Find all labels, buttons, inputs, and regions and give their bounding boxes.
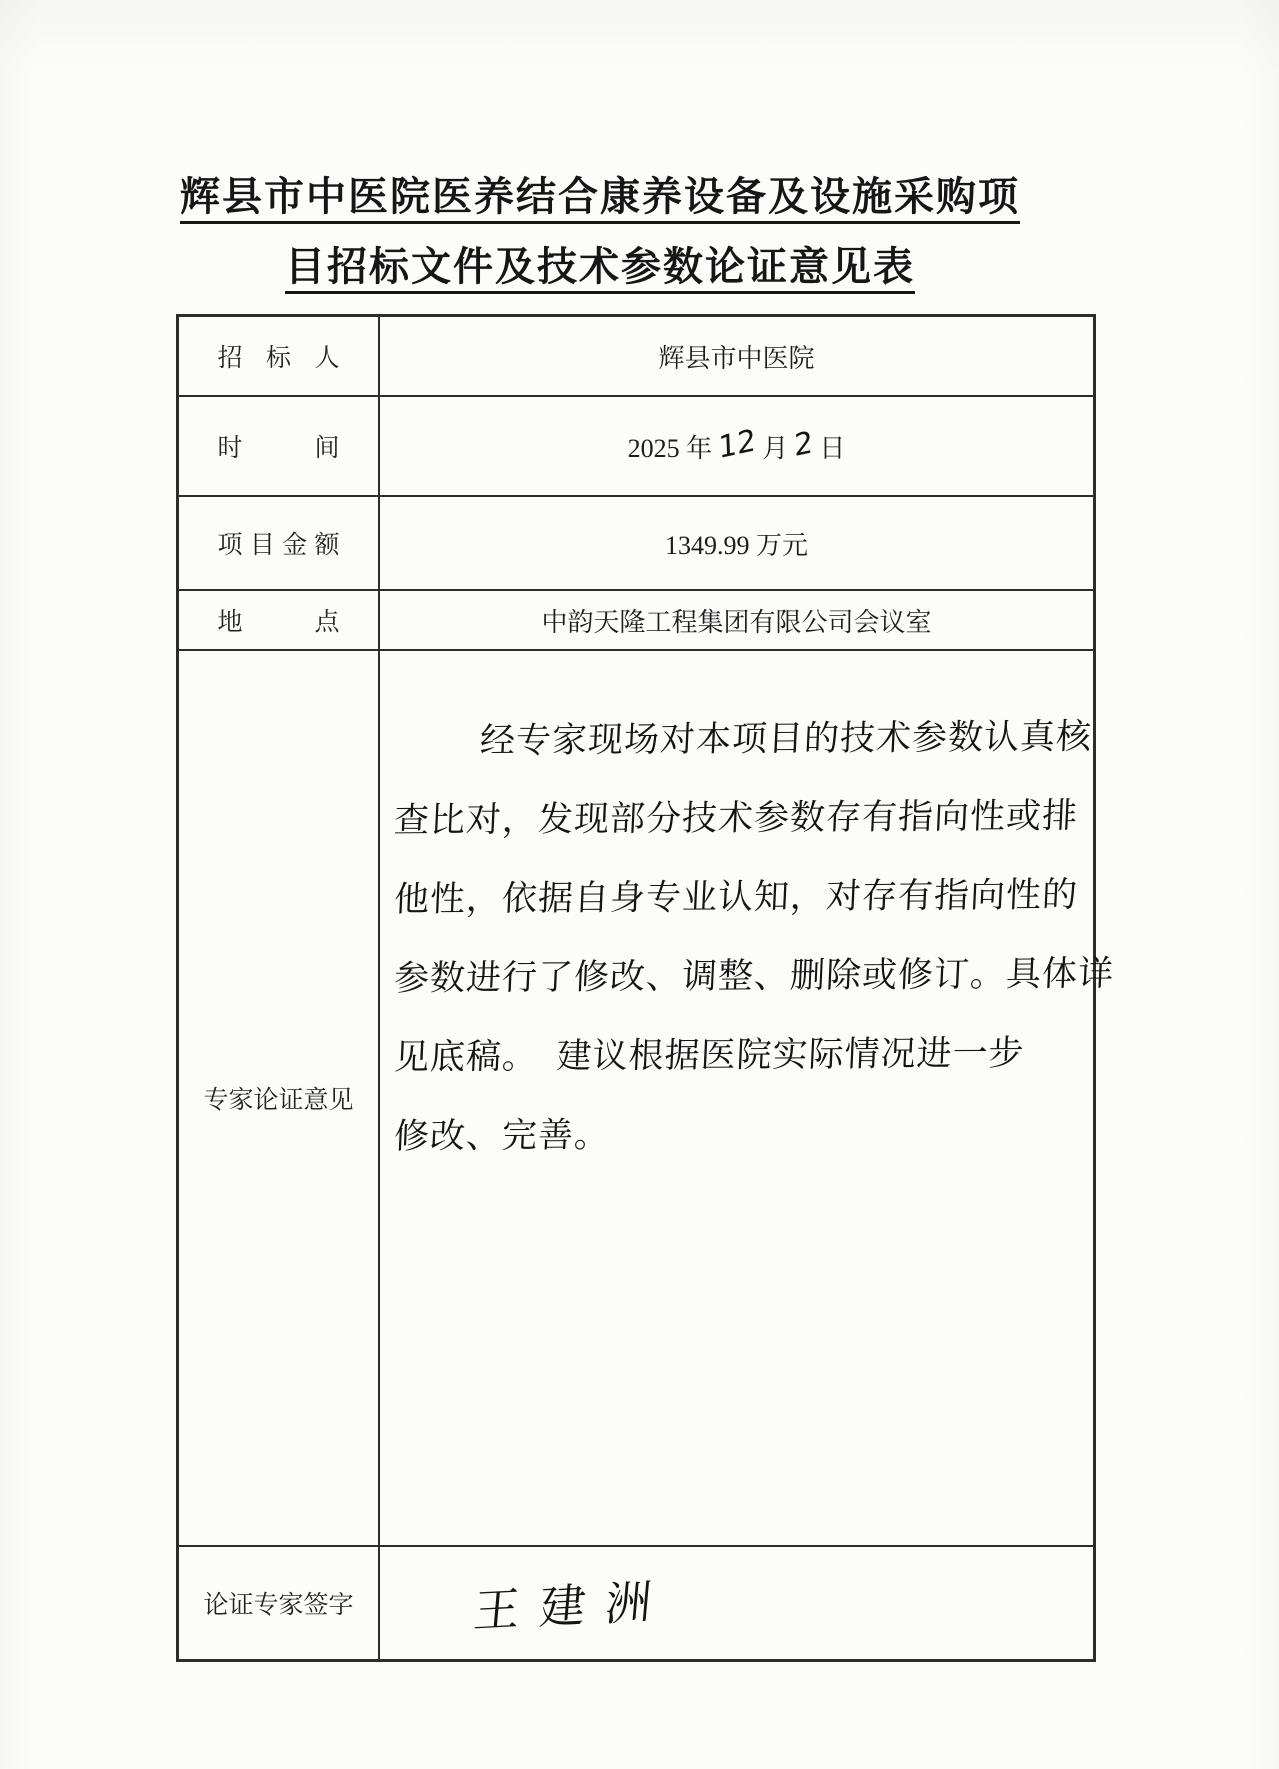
amount-label-cell	[179, 497, 380, 589]
time-label: 时间	[217, 435, 340, 462]
location-value: 中韵天隆工程集团有限公司会议室	[541, 607, 932, 637]
date-month-handwritten: 12	[717, 422, 757, 466]
time-label-cell	[179, 397, 380, 495]
expert-opinion-label: 专家论证意见	[203, 1087, 354, 1114]
amount-row	[179, 497, 1093, 591]
bidder-row	[179, 317, 1093, 397]
signature-label-cell	[179, 1547, 380, 1659]
date-day-handwritten: 2	[793, 424, 814, 464]
expert-signature-handwritten: 王建洲	[471, 1573, 674, 1639]
opinion-line: 见底稿。 建议根据医院实际情况进一步	[393, 1033, 1026, 1079]
location-label: 地点	[217, 609, 340, 636]
bidder-label-cell	[179, 317, 380, 395]
expert-opinion-row	[179, 651, 1115, 1547]
document-title	[0, 162, 1200, 302]
bidder-label: 招标人	[217, 345, 340, 372]
date-day-unit: 日	[819, 433, 846, 463]
opinion-line: 参数进行了修改、调整、删除或修订。具体详	[393, 953, 1115, 1000]
date-value	[627, 422, 846, 466]
expert-opinion-content	[380, 651, 1128, 1545]
date-month-unit: 月	[762, 433, 789, 463]
opinion-line: 查比对，发现部分技术参数存有指向性或排	[393, 796, 1079, 842]
title-line-1: 辉县市中医院医养结合康养设备及设施采购项	[180, 175, 1020, 219]
opinion-line: 修改、完善。	[393, 1115, 611, 1158]
location-label-cell	[179, 591, 380, 649]
time-value	[380, 397, 1093, 495]
bidder-value: 辉县市中医院	[658, 343, 815, 373]
signature-label: 论证专家签字	[203, 1592, 354, 1619]
title-line-2: 目招标文件及技术参数论证意见表	[285, 245, 915, 289]
location-row	[179, 591, 1093, 651]
opinion-line: 经专家现场对本项目的技术参数认真核	[479, 717, 1093, 762]
signature-value-cell	[380, 1547, 1093, 1659]
opinion-line: 他性，依据自身专业认知，对存有指向性的	[393, 875, 1079, 921]
amount-value: 1349.99 万元	[664, 530, 808, 560]
signature-row	[179, 1547, 1093, 1659]
date-year-printed: 2025 年	[627, 433, 713, 463]
amount-label: 项目金额	[217, 532, 340, 559]
time-row	[179, 397, 1093, 497]
demonstration-form-table	[176, 314, 1115, 1662]
expert-opinion-label-cell	[179, 651, 380, 1545]
